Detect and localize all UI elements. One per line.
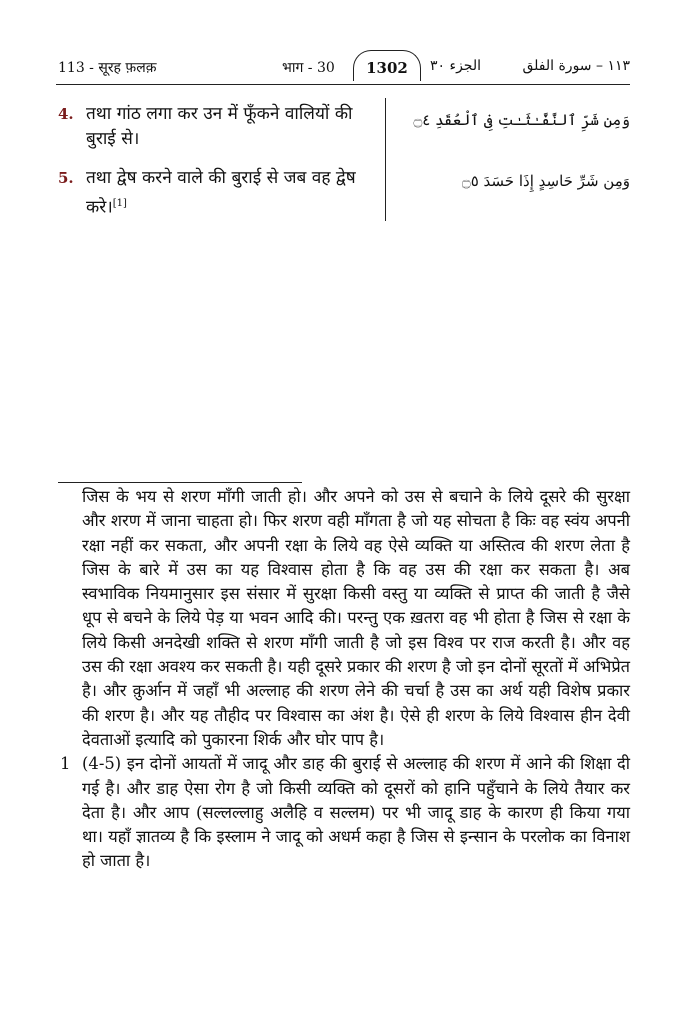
verse-4-arabic: وَمِن شَرِّ ٱلنَّفَّـٰثَـٰتِ فِى ٱلْعُقَدِ ۝٤ [413,111,630,129]
footnotes [58,485,630,874]
verse-4 [58,102,380,152]
page-number: 1302 [353,50,421,81]
footnote-number: 1 [60,754,71,774]
verse-5-arabic: وَمِن شَرِّ حَاسِدٍ إِذَا حَسَدَ ۝٥ [461,172,630,190]
header-rule [56,84,630,85]
footnote-1-text: (4-5) इन दोनों आयतों में जादू और डाह की बुराई से अल्लाह की शरण में आने की शिक्षा दी गई है। और डाह ऐसा रोग है जो किसी व्यक्ति को दूसरों को हानि पहुँचाने के लिये तैयार कर देता है। और आप (सल्लल्लाहु अलैहि व सल्लम) पर भी जादू डाह के कारण ही किया गया था। यहाँ ज्ञातव्य है कि इस्लाम ने जादू को अधर्म कहा है जिस से इन्सान के परलोक का विनाश हो जाता है। [82,754,630,871]
header-part: भाग - 30 [282,60,335,76]
footnote-rule [58,482,302,483]
header-juz-arabic: الجزء ٣٠ [430,58,481,74]
footnote-ref[interactable]: [1] [112,198,127,209]
column-divider [385,98,386,221]
verse-5 [58,166,380,221]
header-surah-name: 113 - सूरह फ़लक़ [58,60,157,76]
verse-number: 4. [58,105,74,123]
verse-number: 5. [58,169,74,187]
footnote-1 [60,752,630,873]
verse-translation: तथा गांठ लगा कर उन में फूँकने वालियों की बुराई से। [86,104,353,149]
header-surah-arabic: ١١٣ – سورة الفلق [522,58,630,74]
verse-translation: तथा द्वेष करने वाले की बुराई से जब वह द्वेष करे।[1] [86,168,356,218]
footnote-continuation: जिस के भय से शरण माँगी जाती हो। और अपने को उस से बचाने के लिये दूसरे की सुरक्षा और शरण में जाना चाहता हो। फिर शरण वही माँगता है जो यह सोचता है किः वह स्वंय अपनी रक्षा नहीं कर सकता, और अपनी रक्षा के लिये वह ऐसे व्यक्ति या अस्तित्व की शरण लेता है जिस के बारे में उस का यह विश्वास होता है कि वह उस की रक्षा कर सकता है। अब स्वभाविक नियमानुसार इस संसार में सुरक्षा किसी वस्तु या व्यक्ति से प्राप्त की जाती है जैसे धूप से बचने के लिये पेड़ या भवन आदि की। परन्तु एक ख़तरा वह भी होता है जिस से रक्षा के लिये किसी अनदेखी शक्ति से शरण माँगी जाती है जो इस विश्व पर राज करती है। और वह उस की रक्षा अवश्य कर सकती है। यही दूसरे प्रकार की शरण है जो इन दोनों सूरतों में अभिप्रेत है। और क़ुर्आन में जहाँ भी अल्लाह की शरण लेने की चर्चा है उस का अर्थ यही विशेष प्रकार की शरण है। और यह तौहीद पर विश्वास का अंश है। ऐसे ही शरण के लिये विश्वास हीन देवी देवताओं इत्यादि को पुकारना शिर्क और घोर पाप है। [82,487,630,749]
